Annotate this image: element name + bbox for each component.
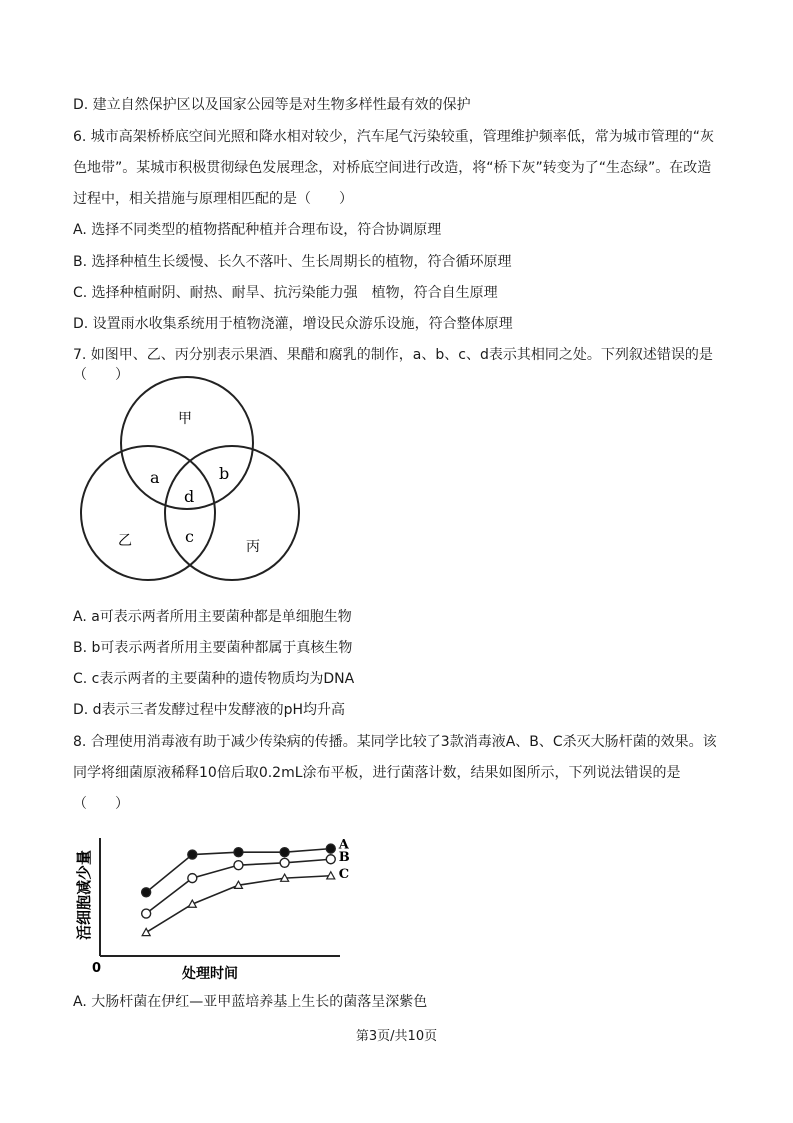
point-B-1 (142, 909, 151, 918)
q5-option-d: D. 建立自然保护区以及国家公园等是对生物多样性最有效的保护 (73, 97, 471, 113)
kill-effect-chart (72, 828, 352, 988)
q7-option-a: A. a可表示两者所用主要菌种都是单细胞生物 (73, 609, 352, 625)
venn-label-yi: 乙 (118, 533, 132, 549)
venn-label-bing: 丙 (246, 539, 260, 555)
point-A-2 (188, 850, 197, 859)
q8-stem: 8. 合理使用消毒液有助于减少传染病的传播。某同学比较了3款消毒液A、B、C杀灭大肠杆菌的效果。该同学将细菌原液稀释10倍后取0.2mL涂布平板，进行菌落计数，结果如图所示，下列说法错误的是（ ） (73, 734, 717, 812)
venn-region-b: b (219, 464, 230, 483)
venn-circle-bing (165, 446, 299, 580)
venn-label-jia: 甲 (178, 411, 192, 427)
point-A-1 (142, 888, 151, 897)
point-B-3 (234, 861, 243, 870)
venn-diagram (70, 375, 310, 590)
venn-region-c: c (185, 527, 194, 546)
q7-option-b: B. b可表示两者所用主要菌种都属于真核生物 (73, 640, 353, 656)
q7-option-d: D. d表示三者发酵过程中发酵液的pH均升高 (73, 702, 345, 718)
q6-option-a: A. 选择不同类型的植物搭配种植并合理布设，符合协调原理 (73, 222, 442, 238)
venn-region-a: a (150, 468, 160, 487)
q6-stem: 6. 城市高架桥桥底空间光照和降水相对较少，汽车尾气污染较重，管理维护频率低，常为城市管理的“灰色地带”。某城市积极贯彻绿色发展理念，对桥底空间进行改造，将“桥下灰”转变为了“生态绿”。在改造过程中，相关措施与原理相匹配的是（ ） (73, 129, 715, 207)
origin-label: 0 (92, 961, 102, 976)
q6-option-d: D. 设置雨水收集系统用于植物浇灌，增设民众游乐设施，符合整体原理 (73, 316, 513, 332)
q8-option-a: A. 大肠杆菌在伊红—亚甲蓝培养基上生长的菌落呈深紫色 (73, 994, 428, 1010)
q7-option-c: C. c表示两者的主要菌种的遗传物质均为DNA (73, 671, 355, 687)
series-label-B: B (338, 850, 350, 866)
point-A-4 (280, 848, 289, 857)
point-B-2 (188, 874, 197, 883)
venn-circle-yi (81, 446, 215, 580)
x-axis-label: 处理时间 (182, 966, 238, 982)
y-axis-label: 活细胞减少量 (75, 849, 93, 940)
point-C-1 (142, 928, 150, 935)
q6-option-c: C. 选择种植耐阴、耐热、耐旱、抗污染能力强 植物，符合自生原理 (73, 285, 498, 301)
series-label-A: A (338, 837, 349, 853)
point-B-4 (280, 858, 289, 867)
point-A-3 (234, 848, 243, 857)
q6-option-b: B. 选择种植生长缓慢、长久不落叶、生长周期长的植物，符合循环原理 (73, 254, 512, 270)
series-label-C: C (338, 866, 350, 882)
page-footer: 第3页/共10页 (355, 1029, 438, 1044)
point-B-5 (326, 855, 335, 864)
point-A-5 (326, 844, 335, 853)
venn-region-d: d (184, 487, 195, 506)
q7-stem: 7. 如图甲、乙、丙分别表示果酒、果醋和腐乳的制作，a、b、c、d表示其相同之处。下列叙述错误的是（ ） (73, 347, 713, 383)
